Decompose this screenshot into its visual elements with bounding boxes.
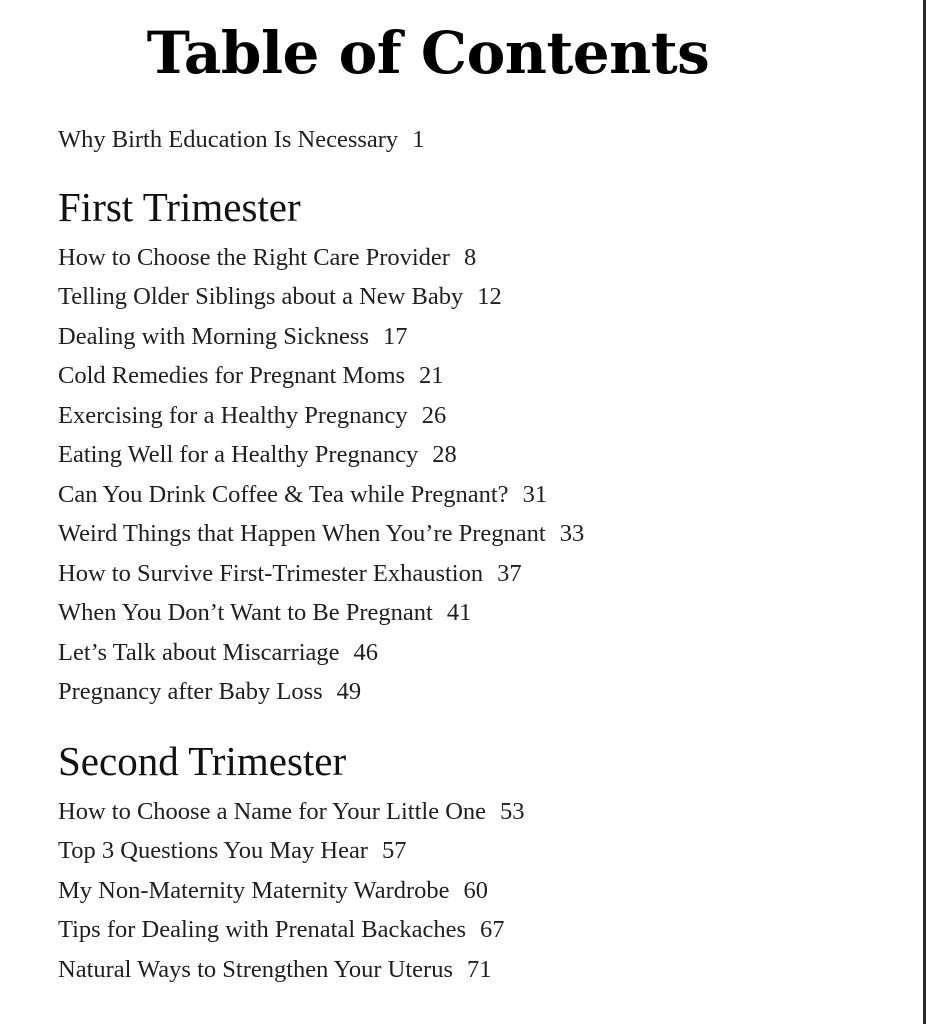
entry-title: My Non-Maternity Maternity Wardrobe bbox=[58, 876, 450, 904]
entry-title: How to Survive First-Trimester Exhaustion bbox=[58, 559, 484, 587]
toc-entry[interactable] bbox=[58, 317, 898, 357]
entry-page-number: 33 bbox=[559, 520, 585, 547]
toc-section bbox=[58, 182, 898, 712]
toc-entry[interactable] bbox=[58, 910, 898, 950]
toc-entry[interactable] bbox=[58, 435, 898, 475]
entry-title: How to Choose a Name for Your Little One bbox=[58, 797, 487, 825]
entry-page-number: 60 bbox=[463, 876, 489, 904]
toc-entry[interactable] bbox=[58, 514, 898, 554]
entry-title: Top 3 Questions You May Hear bbox=[58, 837, 368, 864]
entry-page-number: 49 bbox=[336, 678, 362, 705]
toc-entry[interactable] bbox=[58, 633, 898, 673]
entry-title: When You Don’t Want to Be Pregnant bbox=[58, 599, 433, 626]
entry-page-number: 26 bbox=[421, 401, 447, 429]
entry-page-number: 12 bbox=[477, 283, 502, 310]
entry-title: How to Choose the Right Care Provider bbox=[58, 243, 450, 271]
entry-page-number: 8 bbox=[463, 243, 477, 271]
toc-sections bbox=[58, 182, 898, 990]
toc-section bbox=[58, 736, 898, 990]
entry-page-number: 1 bbox=[412, 126, 425, 153]
entry-title: Can You Drink Coffee & Tea while Pregnant? bbox=[58, 480, 509, 508]
entry-title: Eating Well for a Healthy Pregnancy bbox=[58, 441, 419, 468]
toc-entry[interactable] bbox=[58, 475, 898, 515]
entry-title: Let’s Talk about Miscarriage bbox=[58, 638, 340, 666]
entry-page-number: 57 bbox=[381, 837, 407, 864]
entry-title: Tips for Dealing with Prenatal Backaches bbox=[58, 916, 467, 943]
entry-title: Telling Older Siblings about a New Baby bbox=[58, 283, 464, 310]
entry-title: Exercising for a Healthy Pregnancy bbox=[58, 401, 408, 429]
entry-page-number: 46 bbox=[353, 638, 379, 666]
toc-entry[interactable] bbox=[58, 871, 898, 911]
entry-page-number: 28 bbox=[432, 441, 457, 468]
toc-entry[interactable] bbox=[58, 672, 898, 712]
toc-entry[interactable] bbox=[58, 356, 898, 396]
page-edge-divider bbox=[923, 0, 926, 1024]
section-heading: First Trimester bbox=[58, 183, 301, 230]
toc-entry[interactable] bbox=[58, 238, 898, 278]
toc-entry[interactable] bbox=[58, 792, 898, 832]
entry-page-number: 67 bbox=[480, 916, 505, 943]
entry-title: Why Birth Education Is Necessary bbox=[58, 126, 399, 153]
entry-title: Pregnancy after Baby Loss bbox=[58, 678, 323, 705]
entry-page-number: 53 bbox=[500, 797, 525, 825]
entry-page-number: 41 bbox=[446, 599, 472, 626]
entry-title: Natural Ways to Strengthen Your Uterus bbox=[58, 955, 453, 983]
toc-entry-intro[interactable] bbox=[58, 120, 898, 160]
entry-title: Cold Remedies for Pregnant Moms bbox=[58, 362, 406, 389]
toc-entry[interactable] bbox=[58, 831, 898, 871]
table-of-contents bbox=[58, 120, 898, 989]
section-heading: Second Trimester bbox=[58, 737, 347, 784]
toc-entry[interactable] bbox=[58, 950, 898, 990]
entry-page-number: 37 bbox=[497, 559, 522, 587]
page-title: Table of Contents bbox=[146, 19, 710, 87]
entry-page-number: 17 bbox=[383, 322, 408, 350]
entry-page-number: 21 bbox=[419, 362, 444, 389]
entry-title: Weird Things that Happen When You’re Pregnant bbox=[58, 520, 546, 547]
entry-page-number: 71 bbox=[466, 955, 492, 983]
toc-entry[interactable] bbox=[58, 593, 898, 633]
entry-page-number: 31 bbox=[522, 480, 548, 508]
toc-entry[interactable] bbox=[58, 396, 898, 436]
entry-title: Dealing with Morning Sickness bbox=[58, 322, 369, 350]
toc-entry[interactable] bbox=[58, 277, 898, 317]
toc-entry[interactable] bbox=[58, 554, 898, 594]
